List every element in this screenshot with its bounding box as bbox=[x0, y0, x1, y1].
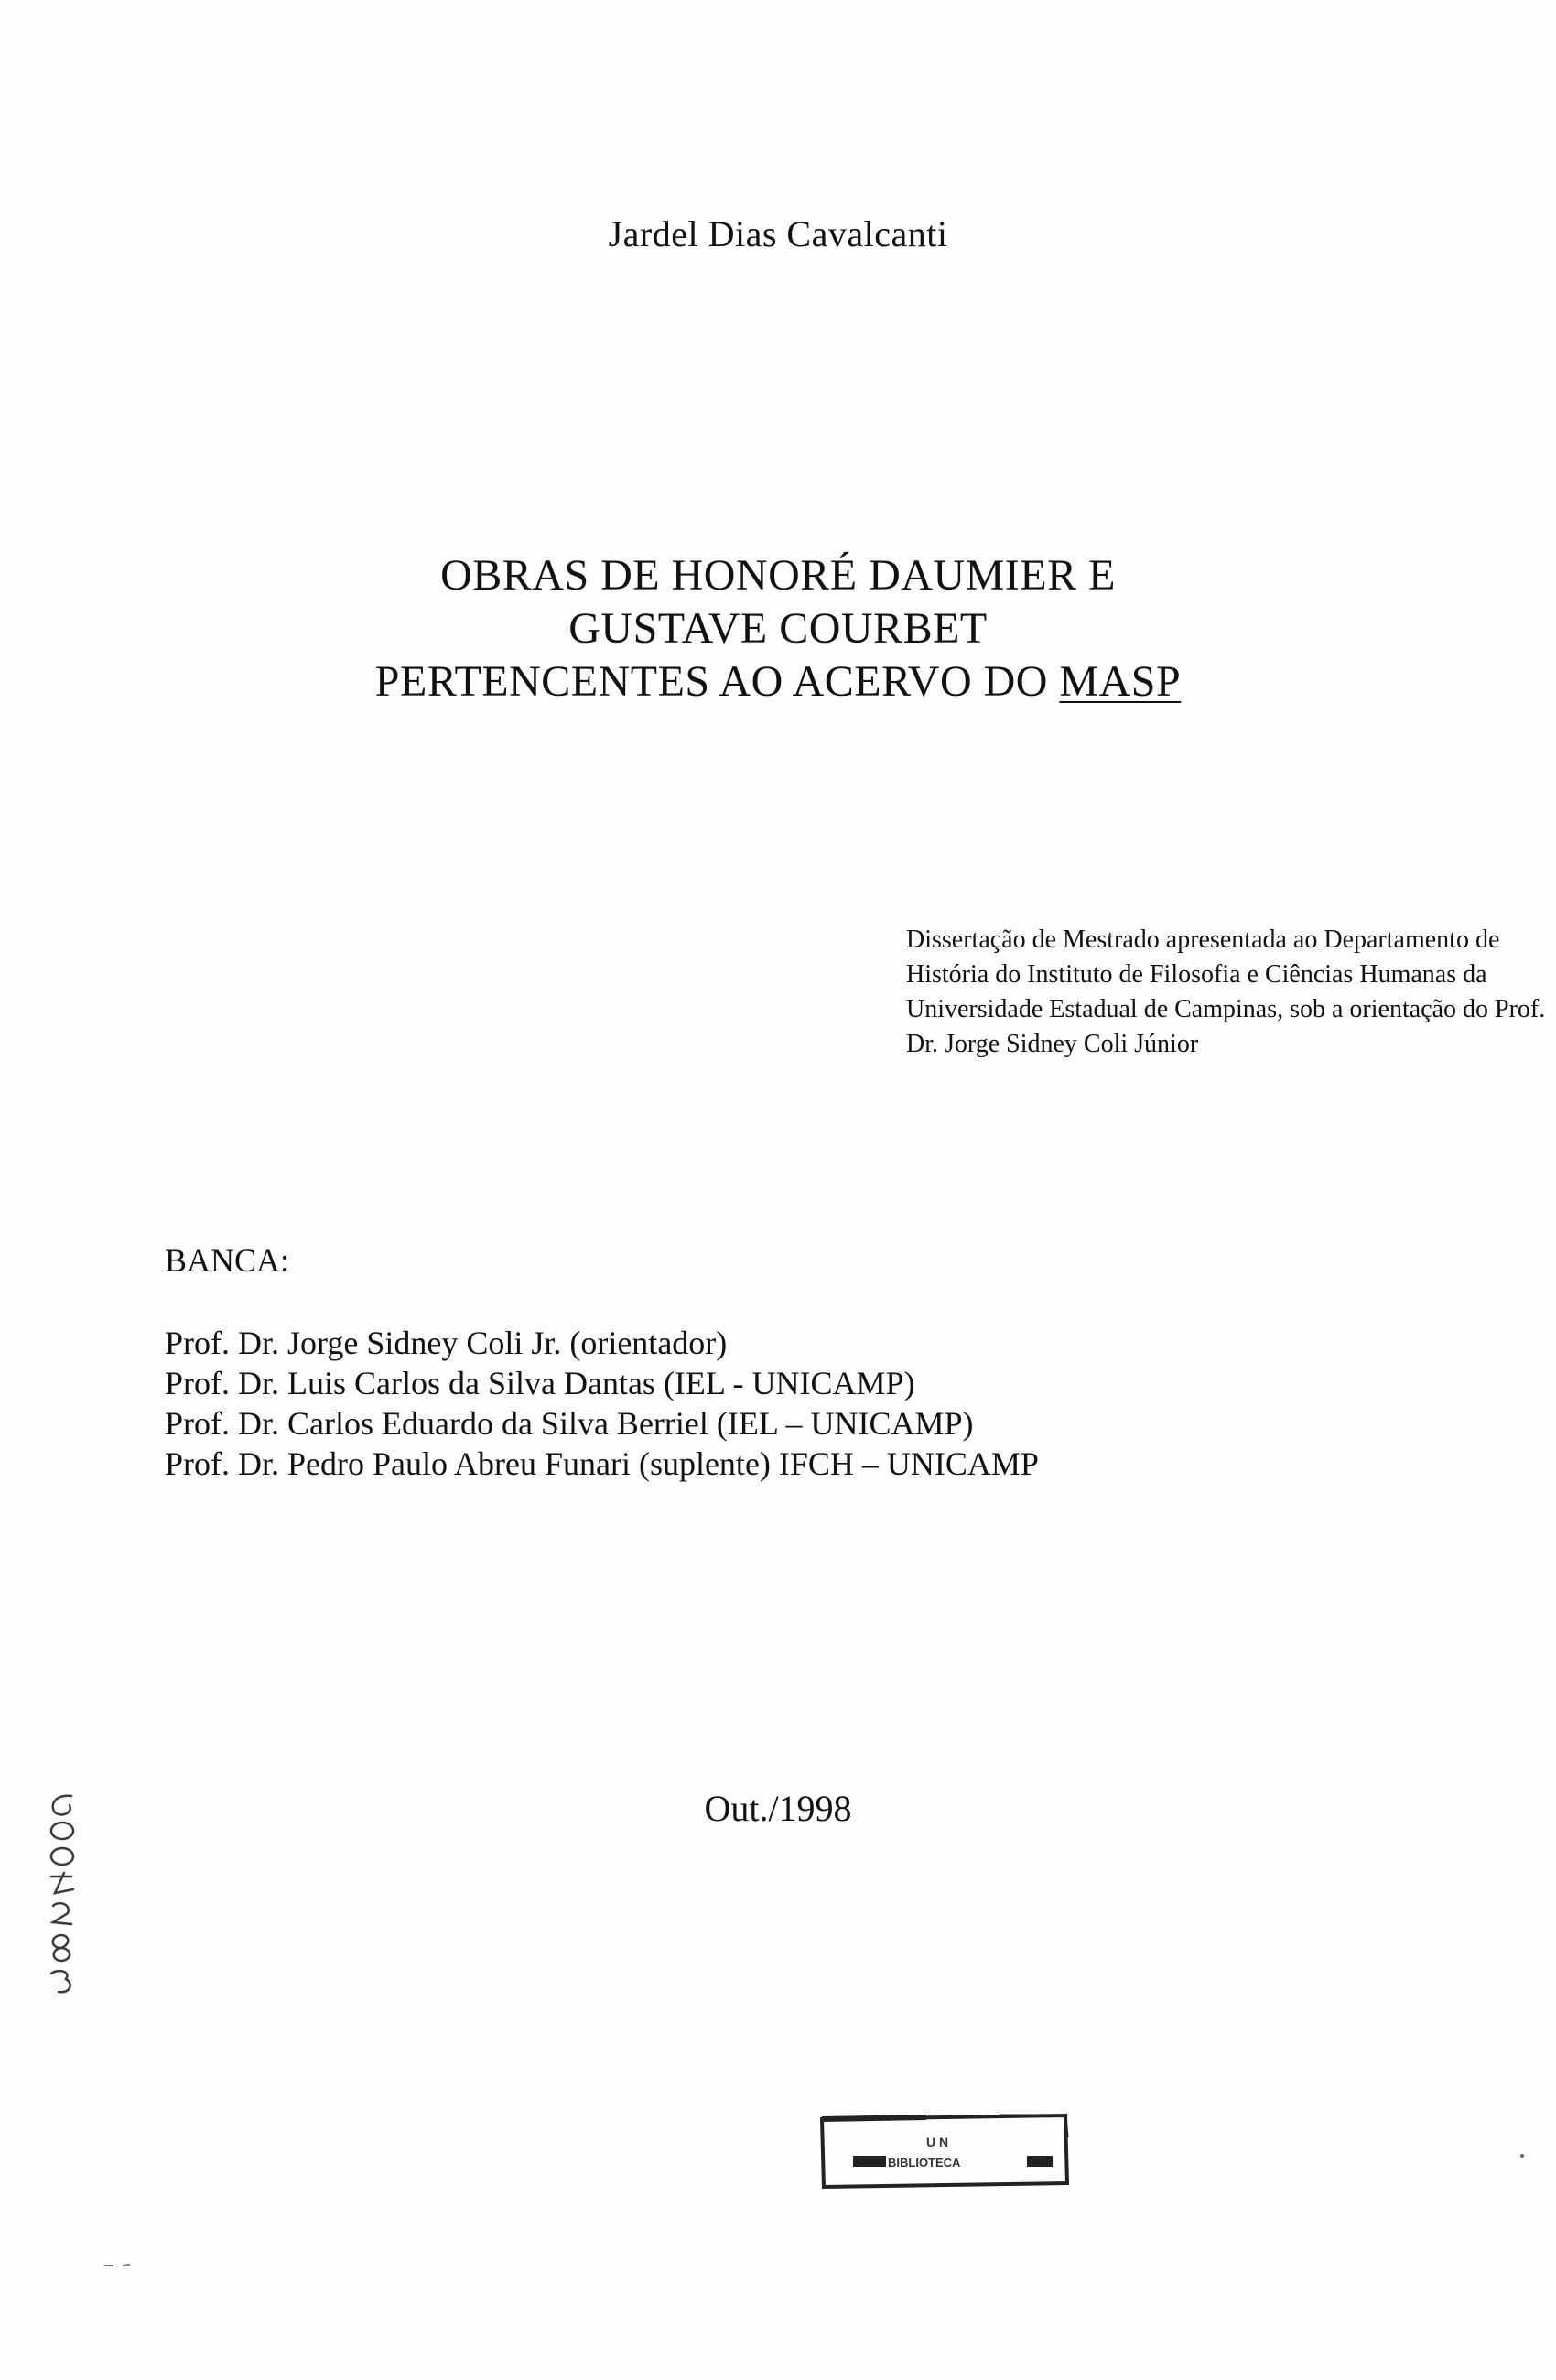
author-name: Jardel Dias Cavalcanti bbox=[608, 213, 948, 254]
banca-member: Prof. Dr. Carlos Eduardo da Silva Berriel (IEL – UNICAMP) bbox=[165, 1405, 974, 1442]
banca-member: Prof. Dr. Jorge Sidney Coli Jr. (orientador) bbox=[165, 1325, 728, 1361]
banca-member: Prof. Dr. Luis Carlos da Silva Dantas (IEL - UNICAMP) bbox=[165, 1365, 915, 1401]
svg-text:U N: U N bbox=[926, 2135, 949, 2149]
submission-date: Out./1998 bbox=[704, 1788, 852, 1829]
handwritten-catalog-number bbox=[18, 1785, 101, 2023]
stray-scan-dot bbox=[1519, 2153, 1525, 2158]
title-line-2: GUSTAVE COURBET bbox=[568, 604, 988, 653]
banca-label: BANCA: bbox=[165, 1242, 290, 1279]
banca-members bbox=[165, 1323, 1039, 1484]
title-line-3-prefix: PERTENCENTES AO ACERVO DO bbox=[374, 657, 1060, 706]
dissertation-abstract bbox=[906, 923, 1546, 1062]
abstract-line-4: Dr. Jorge Sidney Coli Júnior bbox=[906, 1030, 1199, 1058]
banca-member: Prof. Dr. Pedro Paulo Abreu Funari (suplente) IFCH – UNICAMP bbox=[165, 1445, 1039, 1482]
title-line-1: OBRAS DE HONORÉ DAUMIER E bbox=[440, 551, 1116, 600]
abstract-line-3: Universidade Estadual de Campinas, sob a orientação do Prof. bbox=[906, 995, 1546, 1023]
abstract-line-2: História do Instituto de Filosofia e Ciências Humanas da bbox=[906, 960, 1487, 989]
library-stamp bbox=[816, 2110, 1073, 2191]
dissertation-title bbox=[0, 549, 1556, 709]
stray-scan-mark bbox=[103, 2261, 139, 2270]
title-masp-underlined: MASP bbox=[1059, 657, 1182, 706]
abstract-line-1: Dissertação de Mestrado apresentada ao Departamento de bbox=[906, 925, 1500, 954]
svg-text:BIBLIOTECA: BIBLIOTECA bbox=[888, 2156, 961, 2169]
title-line-3 bbox=[0, 655, 1556, 709]
